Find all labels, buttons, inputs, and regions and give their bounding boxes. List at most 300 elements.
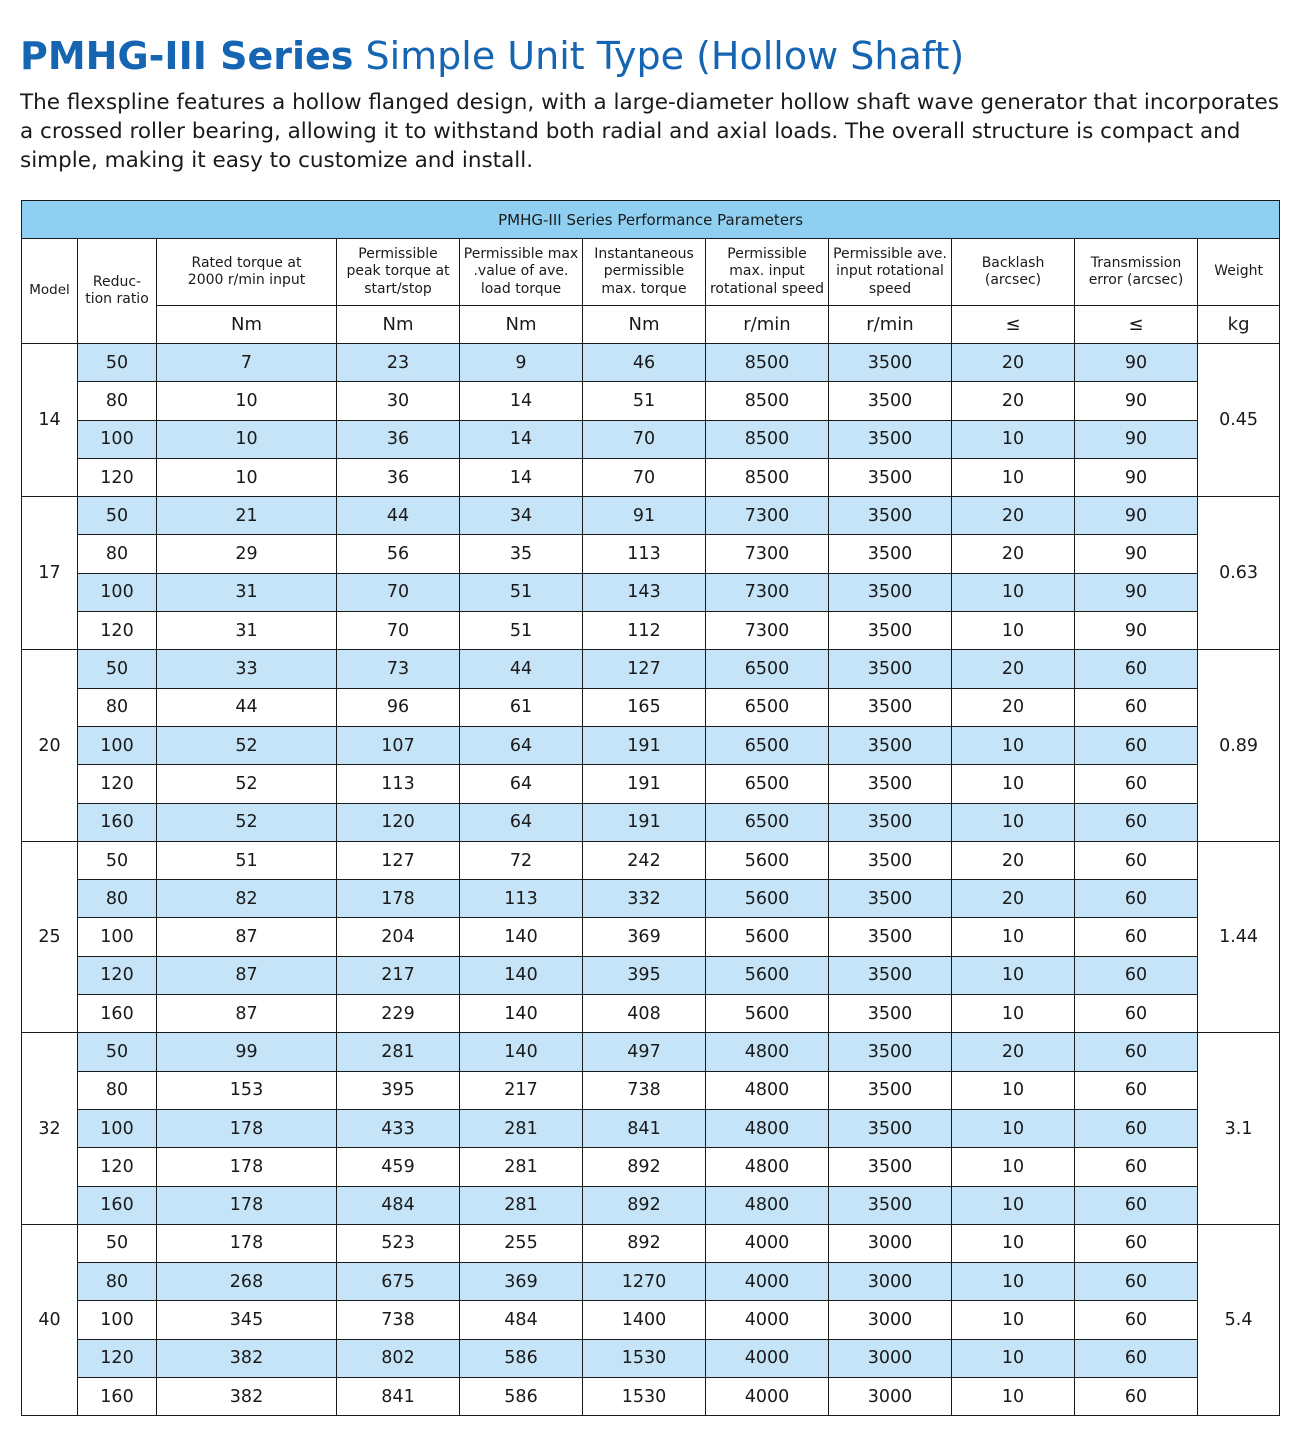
avg-input-speed-cell: 3500	[829, 535, 952, 573]
backlash-cell: 10	[952, 573, 1075, 611]
avg-input-speed-cell: 3500	[829, 956, 952, 994]
reduction-ratio-cell: 80	[78, 1263, 157, 1301]
instant-max-torque-cell: 738	[583, 1071, 706, 1109]
table-row	[22, 1263, 1280, 1301]
unit-transmission-error: ≤	[1075, 306, 1198, 344]
transmission-error-cell: 60	[1075, 1301, 1198, 1339]
rated-torque-cell: 345	[157, 1301, 337, 1339]
backlash-cell: 10	[952, 1148, 1075, 1186]
table-row	[22, 1071, 1280, 1109]
header-weight: Weight	[1198, 239, 1280, 306]
rated-torque-cell: 99	[157, 1033, 337, 1071]
weight-cell: 3.1	[1198, 1033, 1280, 1224]
backlash-cell: 10	[952, 726, 1075, 764]
backlash-cell: 10	[952, 995, 1075, 1033]
transmission-error-cell: 60	[1075, 1339, 1198, 1377]
peak-torque-cell: 433	[337, 1109, 460, 1147]
title-series: PMHG-III Series	[20, 34, 354, 78]
rated-torque-cell: 178	[157, 1186, 337, 1224]
backlash-cell: 20	[952, 497, 1075, 535]
peak-torque-cell: 395	[337, 1071, 460, 1109]
instant-max-torque-cell: 51	[583, 382, 706, 420]
peak-torque-cell: 229	[337, 995, 460, 1033]
reduction-ratio-cell: 80	[78, 880, 157, 918]
instant-max-torque-cell: 1530	[583, 1339, 706, 1377]
model-cell: 14	[22, 344, 78, 497]
backlash-cell: 10	[952, 1186, 1075, 1224]
reduction-ratio-cell: 50	[78, 650, 157, 688]
weight-cell: 1.44	[1198, 841, 1280, 1032]
backlash-cell: 10	[952, 1339, 1075, 1377]
reduction-ratio-cell: 50	[78, 344, 157, 382]
header-max-input-speed: Permissible max. input rotational speed	[706, 239, 829, 306]
transmission-error-cell: 60	[1075, 726, 1198, 764]
max-input-speed-cell: 6500	[706, 803, 829, 841]
avg-input-speed-cell: 3500	[829, 1033, 952, 1071]
avg-load-torque-cell: 14	[460, 458, 583, 496]
table-row	[22, 420, 1280, 458]
transmission-error-cell: 60	[1075, 803, 1198, 841]
max-input-speed-cell: 5600	[706, 841, 829, 879]
instant-max-torque-cell: 191	[583, 726, 706, 764]
peak-torque-cell: 70	[337, 612, 460, 650]
avg-input-speed-cell: 3000	[829, 1378, 952, 1416]
product-description: The flexspline features a hollow flanged design, with a large-diameter hollow shaft wave generator that incorporates a crossed roller bearing, allowing it to withstand both radial and axial loads. The overall structure is compact and simple, making it easy to customize and install.	[20, 90, 1279, 173]
avg-load-torque-cell: 35	[460, 535, 583, 573]
table-row	[22, 497, 1280, 535]
avg-load-torque-cell: 14	[460, 382, 583, 420]
avg-input-speed-cell: 3500	[829, 726, 952, 764]
peak-torque-cell: 178	[337, 880, 460, 918]
instant-max-torque-cell: 497	[583, 1033, 706, 1071]
instant-max-torque-cell: 892	[583, 1186, 706, 1224]
table-row	[22, 1224, 1280, 1262]
table-row	[22, 1186, 1280, 1224]
avg-input-speed-cell: 3500	[829, 612, 952, 650]
reduction-ratio-cell: 160	[78, 803, 157, 841]
reduction-ratio-cell: 50	[78, 841, 157, 879]
instant-max-torque-cell: 1530	[583, 1378, 706, 1416]
title-type: Simple Unit Type (Hollow Shaft)	[365, 34, 965, 78]
instant-max-torque-cell: 113	[583, 535, 706, 573]
transmission-error-cell: 90	[1075, 612, 1198, 650]
max-input-speed-cell: 8500	[706, 420, 829, 458]
backlash-cell: 10	[952, 420, 1075, 458]
reduction-ratio-cell: 120	[78, 612, 157, 650]
transmission-error-cell: 90	[1075, 573, 1198, 611]
peak-torque-cell: 127	[337, 841, 460, 879]
peak-torque-cell: 107	[337, 726, 460, 764]
avg-input-speed-cell: 3000	[829, 1301, 952, 1339]
peak-torque-cell: 73	[337, 650, 460, 688]
transmission-error-cell: 60	[1075, 1378, 1198, 1416]
backlash-cell: 20	[952, 382, 1075, 420]
max-input-speed-cell: 5600	[706, 956, 829, 994]
peak-torque-cell: 204	[337, 918, 460, 956]
max-input-speed-cell: 4000	[706, 1339, 829, 1377]
transmission-error-cell: 90	[1075, 535, 1198, 573]
max-input-speed-cell: 8500	[706, 344, 829, 382]
table-row	[22, 726, 1280, 764]
backlash-cell: 10	[952, 1109, 1075, 1147]
max-input-speed-cell: 7300	[706, 497, 829, 535]
rated-torque-cell: 44	[157, 688, 337, 726]
unit-weight: kg	[1198, 306, 1280, 344]
table-row	[22, 1339, 1280, 1377]
peak-torque-cell: 802	[337, 1339, 460, 1377]
avg-load-torque-cell: 255	[460, 1224, 583, 1262]
instant-max-torque-cell: 112	[583, 612, 706, 650]
avg-input-speed-cell: 3500	[829, 1148, 952, 1186]
max-input-speed-cell: 4800	[706, 1186, 829, 1224]
avg-load-torque-cell: 369	[460, 1263, 583, 1301]
header-instant-max-torque: Instantaneous permissible max. torque	[583, 239, 706, 306]
reduction-ratio-cell: 50	[78, 1033, 157, 1071]
model-cell: 20	[22, 650, 78, 841]
backlash-cell: 20	[952, 650, 1075, 688]
instant-max-torque-cell: 165	[583, 688, 706, 726]
table-row	[22, 1148, 1280, 1186]
transmission-error-cell: 60	[1075, 956, 1198, 994]
table-row	[22, 382, 1280, 420]
avg-load-torque-cell: 51	[460, 612, 583, 650]
avg-input-speed-cell: 3000	[829, 1339, 952, 1377]
reduction-ratio-cell: 80	[78, 535, 157, 573]
rated-torque-cell: 87	[157, 956, 337, 994]
avg-load-torque-cell: 140	[460, 956, 583, 994]
transmission-error-cell: 60	[1075, 650, 1198, 688]
header-backlash: Backlash (arcsec)	[952, 239, 1075, 306]
header-avg-input-speed: Permissible ave. input rotational speed	[829, 239, 952, 306]
max-input-speed-cell: 8500	[706, 382, 829, 420]
rated-torque-cell: 82	[157, 880, 337, 918]
avg-load-torque-cell: 14	[460, 420, 583, 458]
rated-torque-cell: 52	[157, 765, 337, 803]
peak-torque-cell: 70	[337, 573, 460, 611]
avg-load-torque-cell: 586	[460, 1339, 583, 1377]
table-row	[22, 573, 1280, 611]
rated-torque-cell: 178	[157, 1148, 337, 1186]
reduction-ratio-cell: 50	[78, 497, 157, 535]
instant-max-torque-cell: 395	[583, 956, 706, 994]
transmission-error-cell: 60	[1075, 995, 1198, 1033]
backlash-cell: 20	[952, 880, 1075, 918]
backlash-cell: 10	[952, 458, 1075, 496]
reduction-ratio-cell: 100	[78, 573, 157, 611]
rated-torque-cell: 31	[157, 573, 337, 611]
weight-cell: 0.45	[1198, 344, 1280, 497]
transmission-error-cell: 60	[1075, 1263, 1198, 1301]
instant-max-torque-cell: 242	[583, 841, 706, 879]
peak-torque-cell: 96	[337, 688, 460, 726]
backlash-cell: 10	[952, 1263, 1075, 1301]
table-row	[22, 880, 1280, 918]
instant-max-torque-cell: 1400	[583, 1301, 706, 1339]
avg-load-torque-cell: 51	[460, 573, 583, 611]
max-input-speed-cell: 4000	[706, 1263, 829, 1301]
max-input-speed-cell: 4800	[706, 1109, 829, 1147]
max-input-speed-cell: 5600	[706, 995, 829, 1033]
table-row	[22, 344, 1280, 382]
peak-torque-cell: 36	[337, 458, 460, 496]
header-avg-load-torque: Permissible max .value of ave. load torque	[460, 239, 583, 306]
avg-input-speed-cell: 3500	[829, 688, 952, 726]
backlash-cell: 20	[952, 841, 1075, 879]
max-input-speed-cell: 7300	[706, 535, 829, 573]
avg-load-torque-cell: 281	[460, 1148, 583, 1186]
avg-input-speed-cell: 3500	[829, 918, 952, 956]
transmission-error-cell: 60	[1075, 1224, 1198, 1262]
backlash-cell: 20	[952, 1033, 1075, 1071]
peak-torque-cell: 217	[337, 956, 460, 994]
avg-input-speed-cell: 3500	[829, 1109, 952, 1147]
performance-table	[21, 200, 1280, 1416]
table-caption: PMHG-III Series Performance Parameters	[22, 201, 1280, 239]
instant-max-torque-cell: 127	[583, 650, 706, 688]
reduction-ratio-cell: 100	[78, 1301, 157, 1339]
instant-max-torque-cell: 332	[583, 880, 706, 918]
reduction-ratio-cell: 120	[78, 956, 157, 994]
avg-input-speed-cell: 3500	[829, 344, 952, 382]
weight-cell: 5.4	[1198, 1224, 1280, 1415]
instant-max-torque-cell: 408	[583, 995, 706, 1033]
transmission-error-cell: 90	[1075, 458, 1198, 496]
rated-torque-cell: 52	[157, 726, 337, 764]
backlash-cell: 20	[952, 344, 1075, 382]
backlash-cell: 10	[952, 1224, 1075, 1262]
transmission-error-cell: 90	[1075, 420, 1198, 458]
instant-max-torque-cell: 70	[583, 458, 706, 496]
table-row	[22, 650, 1280, 688]
page-title	[20, 32, 964, 80]
avg-input-speed-cell: 3500	[829, 1186, 952, 1224]
max-input-speed-cell: 6500	[706, 765, 829, 803]
table-body	[22, 344, 1280, 1416]
weight-cell: 0.63	[1198, 497, 1280, 650]
avg-input-speed-cell: 3500	[829, 803, 952, 841]
avg-load-torque-cell: 61	[460, 688, 583, 726]
avg-input-speed-cell: 3000	[829, 1263, 952, 1301]
rated-torque-cell: 21	[157, 497, 337, 535]
instant-max-torque-cell: 91	[583, 497, 706, 535]
instant-max-torque-cell: 892	[583, 1224, 706, 1262]
instant-max-torque-cell: 841	[583, 1109, 706, 1147]
backlash-cell: 10	[952, 1301, 1075, 1339]
reduction-ratio-cell: 160	[78, 1186, 157, 1224]
reduction-ratio-cell: 80	[78, 688, 157, 726]
rated-torque-cell: 10	[157, 458, 337, 496]
backlash-cell: 10	[952, 1378, 1075, 1416]
peak-torque-cell: 281	[337, 1033, 460, 1071]
max-input-speed-cell: 7300	[706, 573, 829, 611]
reduction-ratio-cell: 80	[78, 1071, 157, 1109]
avg-load-torque-cell: 113	[460, 880, 583, 918]
rated-torque-cell: 52	[157, 803, 337, 841]
max-input-speed-cell: 5600	[706, 880, 829, 918]
header-reduction-ratio: Reduc- tion ratio	[78, 239, 157, 344]
reduction-ratio-cell: 100	[78, 1109, 157, 1147]
backlash-cell: 10	[952, 1071, 1075, 1109]
peak-torque-cell: 44	[337, 497, 460, 535]
rated-torque-cell: 153	[157, 1071, 337, 1109]
unit-backlash: ≤	[952, 306, 1075, 344]
rated-torque-cell: 31	[157, 612, 337, 650]
rated-torque-cell: 382	[157, 1378, 337, 1416]
avg-load-torque-cell: 44	[460, 650, 583, 688]
unit-instant-max-torque: Nm	[583, 306, 706, 344]
table-row	[22, 918, 1280, 956]
avg-input-speed-cell: 3500	[829, 458, 952, 496]
rated-torque-cell: 51	[157, 841, 337, 879]
avg-input-speed-cell: 3500	[829, 497, 952, 535]
table-row	[22, 458, 1280, 496]
unit-avg-input-speed: r/min	[829, 306, 952, 344]
reduction-ratio-cell: 160	[78, 995, 157, 1033]
avg-input-speed-cell: 3500	[829, 382, 952, 420]
peak-torque-cell: 523	[337, 1224, 460, 1262]
unit-rated-torque: Nm	[157, 306, 337, 344]
instant-max-torque-cell: 46	[583, 344, 706, 382]
avg-load-torque-cell: 281	[460, 1109, 583, 1147]
rated-torque-cell: 33	[157, 650, 337, 688]
rated-torque-cell: 29	[157, 535, 337, 573]
header-peak-torque: Permissible peak torque at start/stop	[337, 239, 460, 306]
table-row	[22, 1109, 1280, 1147]
header-transmission-error: Transmission error (arcsec)	[1075, 239, 1198, 306]
avg-load-torque-cell: 9	[460, 344, 583, 382]
rated-torque-cell: 178	[157, 1109, 337, 1147]
transmission-error-cell: 60	[1075, 688, 1198, 726]
table-row	[22, 956, 1280, 994]
backlash-cell: 10	[952, 612, 1075, 650]
table-row	[22, 688, 1280, 726]
avg-load-torque-cell: 586	[460, 1378, 583, 1416]
max-input-speed-cell: 6500	[706, 688, 829, 726]
rated-torque-cell: 10	[157, 420, 337, 458]
header-rated-torque: Rated torque at 2000 r/min input	[157, 239, 337, 306]
backlash-cell: 20	[952, 535, 1075, 573]
avg-input-speed-cell: 3500	[829, 420, 952, 458]
avg-input-speed-cell: 3000	[829, 1224, 952, 1262]
table-row	[22, 765, 1280, 803]
avg-load-torque-cell: 140	[460, 1033, 583, 1071]
instant-max-torque-cell: 143	[583, 573, 706, 611]
header-model: Model	[22, 239, 78, 344]
max-input-speed-cell: 4000	[706, 1224, 829, 1262]
reduction-ratio-cell: 120	[78, 765, 157, 803]
table-row	[22, 1378, 1280, 1416]
unit-avg-load-torque: Nm	[460, 306, 583, 344]
table-row	[22, 1033, 1280, 1071]
avg-input-speed-cell: 3500	[829, 995, 952, 1033]
avg-input-speed-cell: 3500	[829, 1071, 952, 1109]
avg-load-torque-cell: 72	[460, 841, 583, 879]
peak-torque-cell: 30	[337, 382, 460, 420]
max-input-speed-cell: 4800	[706, 1033, 829, 1071]
unit-max-input-speed: r/min	[706, 306, 829, 344]
avg-input-speed-cell: 3500	[829, 650, 952, 688]
peak-torque-cell: 675	[337, 1263, 460, 1301]
max-input-speed-cell: 4000	[706, 1378, 829, 1416]
table-row	[22, 995, 1280, 1033]
transmission-error-cell: 90	[1075, 344, 1198, 382]
avg-input-speed-cell: 3500	[829, 765, 952, 803]
reduction-ratio-cell: 120	[78, 1148, 157, 1186]
transmission-error-cell: 60	[1075, 1071, 1198, 1109]
transmission-error-cell: 90	[1075, 497, 1198, 535]
reduction-ratio-cell: 120	[78, 1339, 157, 1377]
transmission-error-cell: 60	[1075, 765, 1198, 803]
avg-load-torque-cell: 140	[460, 918, 583, 956]
reduction-ratio-cell: 80	[78, 382, 157, 420]
avg-input-speed-cell: 3500	[829, 841, 952, 879]
instant-max-torque-cell: 369	[583, 918, 706, 956]
avg-load-torque-cell: 484	[460, 1301, 583, 1339]
reduction-ratio-cell: 100	[78, 420, 157, 458]
instant-max-torque-cell: 191	[583, 765, 706, 803]
peak-torque-cell: 484	[337, 1186, 460, 1224]
backlash-cell: 10	[952, 765, 1075, 803]
model-cell: 25	[22, 841, 78, 1032]
avg-input-speed-cell: 3500	[829, 573, 952, 611]
backlash-cell: 10	[952, 918, 1075, 956]
avg-load-torque-cell: 34	[460, 497, 583, 535]
transmission-error-cell: 90	[1075, 382, 1198, 420]
rated-torque-cell: 178	[157, 1224, 337, 1262]
avg-load-torque-cell: 217	[460, 1071, 583, 1109]
reduction-ratio-cell: 100	[78, 918, 157, 956]
peak-torque-cell: 738	[337, 1301, 460, 1339]
table-row	[22, 841, 1280, 879]
transmission-error-cell: 60	[1075, 1148, 1198, 1186]
max-input-speed-cell: 4000	[706, 1301, 829, 1339]
avg-load-torque-cell: 64	[460, 726, 583, 764]
rated-torque-cell: 87	[157, 918, 337, 956]
instant-max-torque-cell: 892	[583, 1148, 706, 1186]
max-input-speed-cell: 5600	[706, 918, 829, 956]
rated-torque-cell: 382	[157, 1339, 337, 1377]
table-row	[22, 535, 1280, 573]
avg-load-torque-cell: 140	[460, 995, 583, 1033]
peak-torque-cell: 113	[337, 765, 460, 803]
reduction-ratio-cell: 100	[78, 726, 157, 764]
transmission-error-cell: 60	[1075, 1186, 1198, 1224]
table-row	[22, 1301, 1280, 1339]
backlash-cell: 10	[952, 956, 1075, 994]
avg-load-torque-cell: 64	[460, 765, 583, 803]
instant-max-torque-cell: 70	[583, 420, 706, 458]
avg-load-torque-cell: 64	[460, 803, 583, 841]
max-input-speed-cell: 4800	[706, 1071, 829, 1109]
rated-torque-cell: 268	[157, 1263, 337, 1301]
peak-torque-cell: 459	[337, 1148, 460, 1186]
peak-torque-cell: 56	[337, 535, 460, 573]
backlash-cell: 20	[952, 688, 1075, 726]
model-cell: 32	[22, 1033, 78, 1224]
peak-torque-cell: 841	[337, 1378, 460, 1416]
model-cell: 17	[22, 497, 78, 650]
reduction-ratio-cell: 160	[78, 1378, 157, 1416]
max-input-speed-cell: 6500	[706, 650, 829, 688]
backlash-cell: 10	[952, 803, 1075, 841]
max-input-speed-cell: 6500	[706, 726, 829, 764]
max-input-speed-cell: 8500	[706, 458, 829, 496]
avg-load-torque-cell: 281	[460, 1186, 583, 1224]
model-cell: 40	[22, 1224, 78, 1415]
peak-torque-cell: 120	[337, 803, 460, 841]
avg-input-speed-cell: 3500	[829, 880, 952, 918]
table-row	[22, 612, 1280, 650]
